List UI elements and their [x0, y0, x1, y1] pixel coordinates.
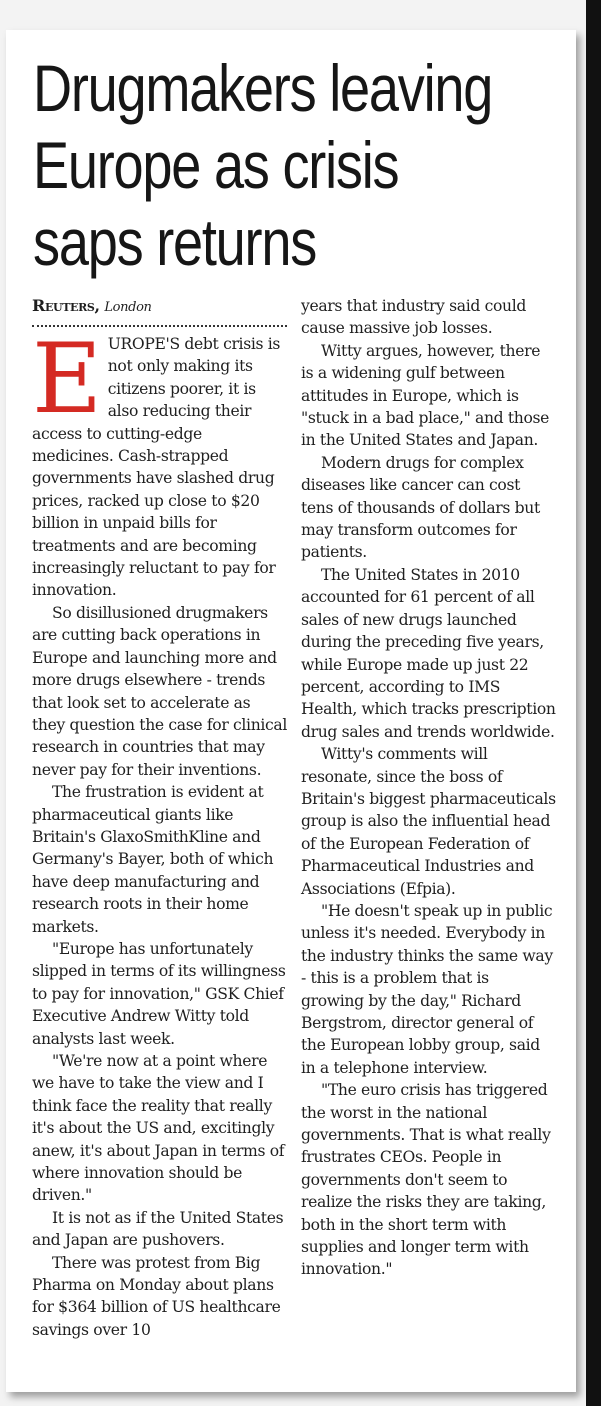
- headline-line-2: Europe as crisis: [33, 128, 399, 202]
- paragraph: "Europe has unfortunately slipped in terms of its willingness to pay for innovation," GSK Chief Executive Andrew Witty told analysts last week.: [32, 939, 286, 1048]
- paragraph: "He doesn't speak up in public unless it's needed. Everybody in the industry thinks the same way - this is a problem that is growing by the day," Richard Bergstrom, director general of the European lobby group, said in a telephone interview.: [301, 901, 553, 1077]
- paragraph: The frustration is evident at pharmaceutical giants like Britain's GlaxoSmithKline and Germany's Bayer, both of which have deep manufacturing and research roots in their home markets.: [32, 783, 274, 936]
- lead-text: UROPE'S debt crisis is not only making its citizens poorer, it is also reducing their access to cutting-edge medicines. Cash-strapped governments have slashed drug prices, racked up close to $20 billion in unpaid bills for treatments and are becoming increasingly reluctant to pay for innovation.: [32, 335, 281, 600]
- paragraph: It is not as if the United States and Japan are pushovers.: [32, 1208, 284, 1250]
- column-1: [32, 295, 287, 1341]
- column-2: [301, 295, 556, 1281]
- background-edge: [586, 0, 601, 1406]
- paragraph: "The euro crisis has triggered the worst in the national governments. That is what really frustrates CEOs. People in governments don't seem to realize the risks they are taking, both in the short term with supplies and longer term with innovation.": [301, 1081, 551, 1279]
- byline-agency: Reuters,: [32, 296, 100, 315]
- paragraph: The United States in 2010 accounted for 61 percent of all sales of new drugs launched during the preceding five years, while Europe made up just 22 percent, according to IMS Health, which tracks prescription drug sales and trends worldwide.: [301, 565, 556, 741]
- paragraph-continuation: years that industry said could cause massive job losses.: [301, 297, 526, 338]
- dropcap-letter: E: [32, 323, 102, 435]
- paragraph: Witty argues, however, there is a widening gulf between attitudes in Europe, which is "stuck in a bad place," and those in the United States and Japan.: [301, 341, 550, 450]
- headline-line-1: Drugmakers leaving: [33, 51, 493, 125]
- paragraph: "We're now at a point where we have to take the view and I think face the reality that really it's about the US and, excitingly anew, it's about Japan in terms of where innovation should be driven.": [32, 1052, 285, 1205]
- article-page: [6, 30, 576, 1392]
- headline-line-3: saps returns: [33, 205, 317, 279]
- headline: [33, 50, 493, 281]
- paragraph: Witty's comments will resonate, since the boss of Britain's biggest pharmaceuticals group is also the influential head of the European Federation of Pharmaceutical Industries and Associations (Efpia).: [301, 745, 556, 898]
- paragraph: So disillusioned drugmakers are cutting back operations in Europe and launching more and more drugs elsewhere - trends that look set to accelerate as they question the case for clinical research in countries that may never pay for their inventions.: [32, 603, 287, 779]
- paragraph: Modern drugs for complex diseases like cancer can cost tens of thousands of dollars but may transform outcomes for patients.: [301, 453, 540, 562]
- lead-paragraph: [32, 323, 287, 602]
- paragraph: There was protest from Big Pharma on Monday about plans for $364 billion of US healthcare savings over 10: [32, 1253, 281, 1339]
- byline-city: London: [104, 300, 152, 315]
